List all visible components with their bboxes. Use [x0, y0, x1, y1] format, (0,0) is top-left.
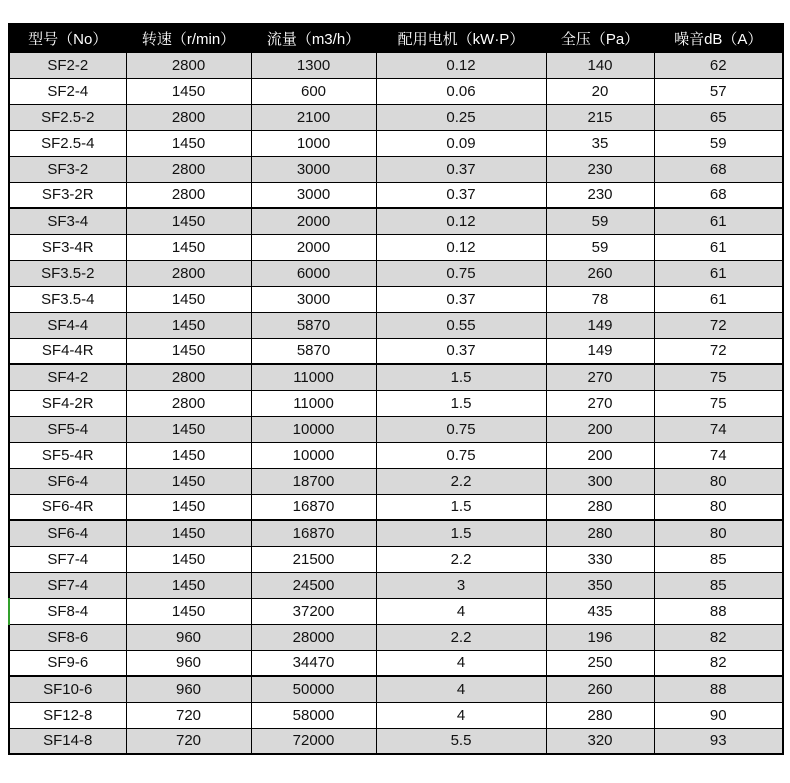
- table-row: [9, 234, 783, 260]
- table-cell: 0.75: [376, 416, 546, 442]
- table-cell: SF3-4R: [9, 234, 126, 260]
- table-row: [9, 78, 783, 104]
- table-row: [9, 338, 783, 364]
- table-cell: 230: [546, 156, 654, 182]
- table-cell: 1450: [126, 598, 251, 624]
- table-cell: SF3.5-4: [9, 286, 126, 312]
- table-cell: 270: [546, 390, 654, 416]
- table-cell: 260: [546, 676, 654, 702]
- table-cell: 24500: [251, 572, 376, 598]
- table-cell: 90: [654, 702, 783, 728]
- table-row: [9, 182, 783, 208]
- table-cell: 196: [546, 624, 654, 650]
- table-cell: 59: [546, 208, 654, 234]
- table-row: [9, 52, 783, 78]
- table-cell: 0.75: [376, 260, 546, 286]
- table-cell: 1300: [251, 52, 376, 78]
- table-cell: 200: [546, 442, 654, 468]
- table-row: [9, 468, 783, 494]
- table-cell: 149: [546, 338, 654, 364]
- table-cell: SF4-4: [9, 312, 126, 338]
- table-cell: 78: [546, 286, 654, 312]
- table-cell: 61: [654, 234, 783, 260]
- table-cell: 57: [654, 78, 783, 104]
- table-cell: 72: [654, 338, 783, 364]
- table-row: [9, 104, 783, 130]
- table-cell: 61: [654, 286, 783, 312]
- table-cell: 435: [546, 598, 654, 624]
- table-cell: SF6-4: [9, 468, 126, 494]
- table-cell: 350: [546, 572, 654, 598]
- table-row: [9, 416, 783, 442]
- table-cell: 2000: [251, 208, 376, 234]
- table-cell: 2800: [126, 52, 251, 78]
- table-cell: 2.2: [376, 624, 546, 650]
- table-cell: SF12-8: [9, 702, 126, 728]
- table-cell: 0.12: [376, 52, 546, 78]
- table-cell: 80: [654, 468, 783, 494]
- table-cell: 280: [546, 520, 654, 546]
- table-cell: 3000: [251, 286, 376, 312]
- table-row: [9, 390, 783, 416]
- table-cell: 11000: [251, 364, 376, 390]
- table-cell: SF3-4: [9, 208, 126, 234]
- table-cell: 74: [654, 442, 783, 468]
- table-cell: 2800: [126, 260, 251, 286]
- table-cell: 1450: [126, 130, 251, 156]
- column-header-motor: 配用电机（kW·P）: [376, 24, 546, 52]
- table-cell: 4: [376, 650, 546, 676]
- table-cell: SF3-2: [9, 156, 126, 182]
- table-cell: 2.2: [376, 546, 546, 572]
- table-cell: 59: [546, 234, 654, 260]
- table-cell: SF14-8: [9, 728, 126, 754]
- table-cell: 0.37: [376, 286, 546, 312]
- table-cell: 1450: [126, 494, 251, 520]
- table-row: [9, 676, 783, 702]
- table-cell: SF4-2R: [9, 390, 126, 416]
- table-cell: 93: [654, 728, 783, 754]
- table-cell: 37200: [251, 598, 376, 624]
- table-cell: 140: [546, 52, 654, 78]
- table-cell: 85: [654, 546, 783, 572]
- table-row: [9, 624, 783, 650]
- table-cell: 1450: [126, 468, 251, 494]
- table-cell: 0.37: [376, 182, 546, 208]
- table-cell: 1.5: [376, 390, 546, 416]
- table-cell: 1000: [251, 130, 376, 156]
- table-cell: 10000: [251, 416, 376, 442]
- table-cell: 61: [654, 208, 783, 234]
- table-cell: SF8-6: [9, 624, 126, 650]
- table-cell: 2800: [126, 182, 251, 208]
- table-cell: 200: [546, 416, 654, 442]
- table-cell: 600: [251, 78, 376, 104]
- table-cell: 50000: [251, 676, 376, 702]
- table-cell: 82: [654, 624, 783, 650]
- table-cell: 960: [126, 650, 251, 676]
- table-cell: 0.37: [376, 156, 546, 182]
- table-cell: 1.5: [376, 494, 546, 520]
- table-cell: SF6-4: [9, 520, 126, 546]
- table-cell: 65: [654, 104, 783, 130]
- table-row: [9, 546, 783, 572]
- table-cell: 250: [546, 650, 654, 676]
- table-cell: 16870: [251, 494, 376, 520]
- column-header-speed: 转速（r/min）: [126, 24, 251, 52]
- table-cell: 72000: [251, 728, 376, 754]
- table-cell: SF3-2R: [9, 182, 126, 208]
- table-cell: 6000: [251, 260, 376, 286]
- table-cell: 3000: [251, 156, 376, 182]
- table-cell: 3: [376, 572, 546, 598]
- table-cell: 720: [126, 702, 251, 728]
- table-cell: 2800: [126, 364, 251, 390]
- table-cell: 3000: [251, 182, 376, 208]
- table-cell: 4: [376, 676, 546, 702]
- table-cell: 2.2: [376, 468, 546, 494]
- table-cell: 20: [546, 78, 654, 104]
- table-cell: SF7-4: [9, 546, 126, 572]
- table-cell: 320: [546, 728, 654, 754]
- table-cell: 280: [546, 702, 654, 728]
- table-cell: 2100: [251, 104, 376, 130]
- table-cell: 35: [546, 130, 654, 156]
- table-cell: 1450: [126, 312, 251, 338]
- table-row: [9, 260, 783, 286]
- table-cell: 88: [654, 598, 783, 624]
- table-cell: 11000: [251, 390, 376, 416]
- table-row: [9, 702, 783, 728]
- table-cell: 1450: [126, 416, 251, 442]
- table-cell: SF4-2: [9, 364, 126, 390]
- table-cell: 1450: [126, 546, 251, 572]
- table-body: [9, 52, 783, 754]
- table-row: [9, 598, 783, 624]
- fan-spec-table: [8, 23, 784, 755]
- table-row: [9, 442, 783, 468]
- table-cell: SF2.5-4: [9, 130, 126, 156]
- table-row: [9, 650, 783, 676]
- table-cell: 5870: [251, 312, 376, 338]
- table-cell: 215: [546, 104, 654, 130]
- table-cell: 62: [654, 52, 783, 78]
- table-cell: 72: [654, 312, 783, 338]
- table-cell: 34470: [251, 650, 376, 676]
- table-cell: 18700: [251, 468, 376, 494]
- table-cell: 58000: [251, 702, 376, 728]
- table-cell: 0.37: [376, 338, 546, 364]
- table-cell: 230: [546, 182, 654, 208]
- table-cell: 2800: [126, 104, 251, 130]
- table-cell: 0.09: [376, 130, 546, 156]
- table-cell: 0.12: [376, 208, 546, 234]
- table-row: [9, 286, 783, 312]
- table-cell: 0.06: [376, 78, 546, 104]
- table-cell: SF5-4R: [9, 442, 126, 468]
- table-cell: 270: [546, 364, 654, 390]
- table-cell: 59: [654, 130, 783, 156]
- table-cell: 1450: [126, 338, 251, 364]
- table-cell: 1450: [126, 520, 251, 546]
- table-cell: 1450: [126, 442, 251, 468]
- table-cell: SF2-2: [9, 52, 126, 78]
- table-cell: 960: [126, 624, 251, 650]
- table-cell: SF6-4R: [9, 494, 126, 520]
- table-cell: SF2.5-2: [9, 104, 126, 130]
- table-cell: 2800: [126, 390, 251, 416]
- table-cell: 68: [654, 182, 783, 208]
- table-cell: 1.5: [376, 520, 546, 546]
- table-cell: 21500: [251, 546, 376, 572]
- table-cell: 149: [546, 312, 654, 338]
- table-row: [9, 312, 783, 338]
- table-cell: 88: [654, 676, 783, 702]
- table-cell: 75: [654, 364, 783, 390]
- table-cell: 300: [546, 468, 654, 494]
- table-row: [9, 364, 783, 390]
- table-row: [9, 520, 783, 546]
- table-cell: 80: [654, 494, 783, 520]
- table-cell: 10000: [251, 442, 376, 468]
- table-cell: 0.55: [376, 312, 546, 338]
- table-cell: 1450: [126, 572, 251, 598]
- column-header-pressure: 全压（Pa）: [546, 24, 654, 52]
- table-cell: 85: [654, 572, 783, 598]
- table-row: [9, 572, 783, 598]
- table-cell: 720: [126, 728, 251, 754]
- table-cell: 28000: [251, 624, 376, 650]
- table-cell: 0.25: [376, 104, 546, 130]
- table-row: [9, 208, 783, 234]
- table-cell: 4: [376, 702, 546, 728]
- table-cell: 1450: [126, 208, 251, 234]
- table-cell: 260: [546, 260, 654, 286]
- table-cell: 74: [654, 416, 783, 442]
- table-cell: 0.75: [376, 442, 546, 468]
- table-cell: 1.5: [376, 364, 546, 390]
- table-cell: 5870: [251, 338, 376, 364]
- table-row: [9, 494, 783, 520]
- table-cell: 82: [654, 650, 783, 676]
- table-cell: 280: [546, 494, 654, 520]
- table-cell: 80: [654, 520, 783, 546]
- table-cell: 0.12: [376, 234, 546, 260]
- table-cell: SF2-4: [9, 78, 126, 104]
- table-row: [9, 728, 783, 754]
- table-cell: 16870: [251, 520, 376, 546]
- table-cell: 68: [654, 156, 783, 182]
- table-row: [9, 130, 783, 156]
- table-cell: 5.5: [376, 728, 546, 754]
- table-cell: 61: [654, 260, 783, 286]
- table-cell: SF8-4: [9, 598, 126, 624]
- table-cell: SF3.5-2: [9, 260, 126, 286]
- table-cell: 1450: [126, 78, 251, 104]
- header-row: [9, 24, 783, 52]
- column-header-model: 型号（No）: [9, 24, 126, 52]
- table-row: [9, 156, 783, 182]
- table-cell: SF9-6: [9, 650, 126, 676]
- table-cell: SF4-4R: [9, 338, 126, 364]
- table-cell: 1450: [126, 286, 251, 312]
- table-cell: SF5-4: [9, 416, 126, 442]
- table-cell: 330: [546, 546, 654, 572]
- table-cell: SF7-4: [9, 572, 126, 598]
- column-header-flow: 流量（m3/h）: [251, 24, 376, 52]
- table-cell: 1450: [126, 234, 251, 260]
- table-cell: 2000: [251, 234, 376, 260]
- table-cell: 4: [376, 598, 546, 624]
- table-cell: 960: [126, 676, 251, 702]
- column-header-noise: 噪音dB（A）: [654, 24, 783, 52]
- table-cell: SF10-6: [9, 676, 126, 702]
- table-cell: 75: [654, 390, 783, 416]
- table-cell: 2800: [126, 156, 251, 182]
